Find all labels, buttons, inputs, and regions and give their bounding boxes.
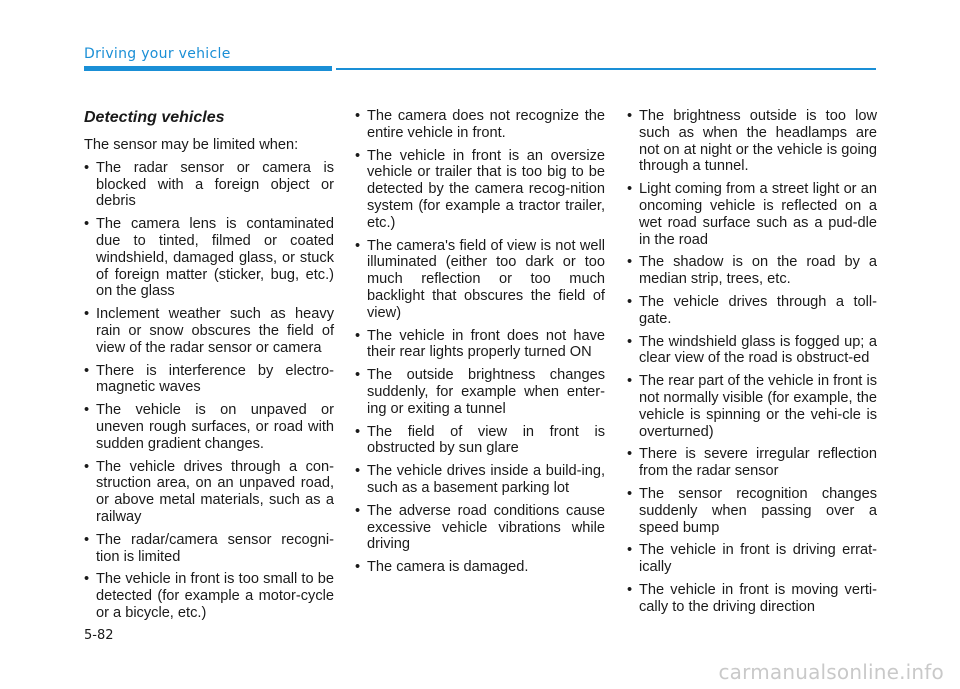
bullet-item: • The vehicle drives through a con-struction area, on an unpaved road, or above metal materials, such as a railway	[84, 459, 334, 526]
bullet-item: • The brightness outside is too low such as when the headlamps are not on at night or the vehicle is going through a tunnel.	[627, 108, 877, 175]
bullet-item: • The windshield glass is fogged up; a clear view of the road is obstruct-ed	[627, 334, 877, 368]
intro-text: The sensor may be limited when:	[84, 137, 299, 153]
bullet-item: • The adverse road conditions cause excessive vehicle vibrations while driving	[355, 503, 605, 553]
text-column-3	[627, 108, 877, 622]
bullet-item: • The field of view in front is obstructed by sun glare	[355, 424, 605, 458]
bullet-item: • The shadow is on the road by a median strip, trees, etc.	[627, 254, 877, 288]
bullet-item: • The vehicle in front is moving verti-cally to the driving direction	[627, 582, 877, 616]
bullet-item: • There is severe irregular reflection from the radar sensor	[627, 446, 877, 480]
bullet-item: • The vehicle in front is an oversize vehicle or trailer that is too big to be detected by the camera recog-nition system (for example a tractor trailer, etc.)	[355, 148, 605, 232]
bullet-item: • The radar/camera sensor recogni-tion is limited	[84, 532, 334, 566]
bullet-item: • The vehicle in front is driving errat-ically	[627, 542, 877, 576]
bullet-item: • The rear part of the vehicle in front is not normally visible (for example, the vehicle is spinning or the vehi-cle is overturned)	[627, 373, 877, 440]
bullet-list-2	[355, 108, 605, 576]
header-rule	[336, 68, 876, 70]
section-header-title: Driving your vehicle	[84, 46, 231, 62]
bullet-list-1	[84, 160, 334, 622]
bullet-item: • The outside brightness changes suddenly, for example when enter-ing or exiting a tunnel	[355, 367, 605, 417]
bullet-item: • There is interference by electro-magnetic waves	[84, 363, 334, 397]
bullet-item: • The vehicle in front does not have their rear lights properly turned ON	[355, 328, 605, 362]
bullet-item: • The vehicle in front is too small to be detected (for example a motor-cycle or a bicycle, etc.)	[84, 571, 334, 621]
bullet-item: • Light coming from a street light or an oncoming vehicle is reflected on a wet road surface such as a pud-dle in the road	[627, 181, 877, 248]
text-column-2	[355, 108, 605, 582]
watermark: carmanualsonline.info	[718, 660, 944, 684]
bullet-item: • The camera's field of view is not well illuminated (either too dark or too much reflection or too much backlight that obscures the field of view)	[355, 238, 605, 322]
text-column-1	[84, 108, 334, 628]
bullet-list-3	[627, 108, 877, 616]
bullet-item: • The radar sensor or camera is blocked with a foreign object or debris	[84, 160, 334, 210]
bullet-item: • The camera lens is contaminated due to tinted, filmed or coated windshield, damaged glass, or stuck of foreign matter (sticker, bug, etc.) on the glass	[84, 216, 334, 300]
bullet-item: • Inclement weather such as heavy rain or snow obscures the field of view of the radar sensor or camera	[84, 306, 334, 356]
bullet-item: • The camera does not recognize the entire vehicle in front.	[355, 108, 605, 142]
bullet-item: • The vehicle is on unpaved or uneven rough surfaces, or road with sudden gradient changes.	[84, 402, 334, 452]
section-heading: Detecting vehicles	[84, 109, 225, 126]
page-number: 5-82	[84, 628, 114, 643]
bullet-item: • The sensor recognition changes suddenly when passing over a speed bump	[627, 486, 877, 536]
bullet-item: • The vehicle drives through a toll-gate.	[627, 294, 877, 328]
header-accent-bar	[84, 66, 332, 71]
bullet-item: • The vehicle drives inside a build-ing, such as a basement parking lot	[355, 463, 605, 497]
bullet-item: • The camera is damaged.	[355, 559, 605, 576]
